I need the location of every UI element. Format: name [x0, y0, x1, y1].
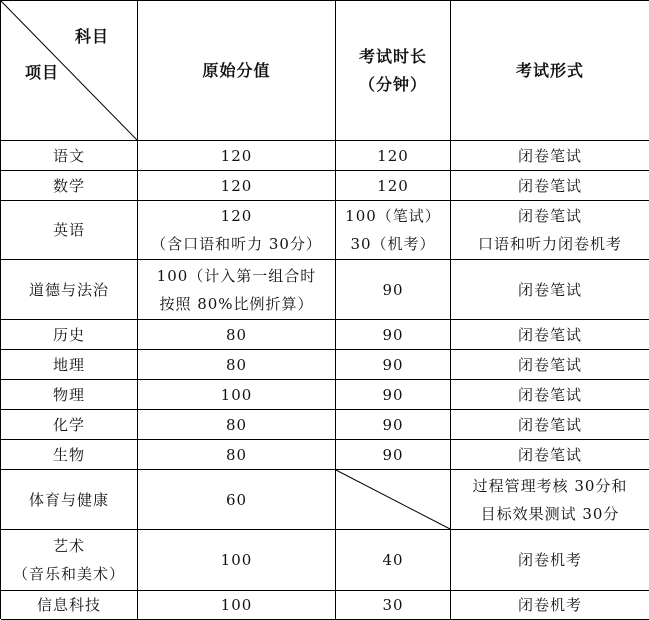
format-cell [451, 201, 649, 260]
score-cell [138, 410, 336, 440]
score-text: 60 [225, 490, 248, 509]
score-cell [138, 380, 336, 410]
header-duration-unit: （分钟） [358, 74, 427, 94]
duration-text: 30（机考） [350, 235, 436, 253]
duration-cell [336, 530, 451, 591]
header-format-cell [451, 1, 649, 141]
score-cell [138, 440, 336, 470]
score-cell [138, 320, 336, 350]
duration-text: 90 [382, 355, 404, 374]
format-text: 闭卷笔试 [517, 280, 582, 299]
duration-text: 30 [382, 596, 404, 614]
format-text: 闭卷笔试 [517, 445, 582, 464]
duration-text: 40 [382, 551, 404, 569]
format-text: 目标效果测试 30分 [480, 504, 620, 523]
score-text: 100（计入第一组合时 [156, 266, 317, 285]
duration-text: 90 [382, 385, 404, 404]
format-cell [451, 141, 649, 171]
subject-cell [1, 530, 138, 591]
duration-cell [336, 440, 451, 470]
duration-cell [336, 141, 451, 171]
score-text: 80 [225, 355, 248, 374]
format-cell [451, 470, 649, 530]
format-text: 闭卷笔试 [517, 415, 582, 434]
duration-cell [336, 380, 451, 410]
format-text: 闭卷笔试 [517, 325, 582, 344]
format-cell [451, 440, 649, 470]
subject-cell [1, 201, 138, 260]
format-text: 闭卷机考 [517, 551, 582, 569]
header-score-label: 原始分值 [202, 60, 271, 80]
duration-cell [336, 320, 451, 350]
subject-cell [1, 440, 138, 470]
format-text: 闭卷机考 [517, 596, 582, 614]
score-text: 100 [220, 596, 253, 614]
score-text: （含口语和听力 30分） [151, 235, 322, 253]
subject-cell [1, 470, 138, 530]
header-corner-cell [1, 1, 138, 141]
score-cell [138, 171, 336, 201]
score-text: 120 [220, 176, 253, 195]
header-duration-cell [336, 1, 451, 141]
subject-text: 艺术 [52, 537, 85, 555]
subject-text: 生物 [52, 445, 85, 464]
duration-cell [336, 171, 451, 201]
duration-text: 100（笔试） [345, 207, 441, 225]
format-text: 闭卷笔试 [517, 176, 582, 195]
duration-cell [336, 470, 451, 530]
format-text: 闭卷笔试 [517, 207, 582, 225]
subject-cell [1, 380, 138, 410]
subject-text: 数学 [52, 176, 85, 195]
subject-text: 地理 [52, 355, 85, 374]
duration-text: 90 [382, 280, 404, 299]
score-cell [138, 141, 336, 171]
duration-cell [336, 350, 451, 380]
subject-text: 物理 [52, 385, 85, 404]
format-cell [451, 410, 649, 440]
subject-text: 化学 [52, 415, 85, 434]
duration-text: 90 [382, 415, 404, 434]
duration-text: 90 [382, 445, 404, 464]
duration-cell [336, 201, 451, 260]
duration-text: 120 [377, 176, 409, 195]
header-duration-label: 考试时长 [358, 46, 427, 66]
header-item-label: 项目 [25, 63, 60, 82]
score-text: 120 [220, 207, 253, 225]
format-cell [451, 350, 649, 380]
header-diagonal-line [1, 1, 137, 140]
format-text: 闭卷笔试 [517, 146, 582, 165]
subject-text: 体育与健康 [28, 490, 109, 509]
score-cell [138, 470, 336, 530]
format-cell [451, 380, 649, 410]
score-text: 100 [220, 385, 253, 404]
subject-text: 道德与法治 [28, 280, 109, 299]
score-cell [138, 530, 336, 591]
subject-cell [1, 350, 138, 380]
duration-text: 120 [377, 146, 409, 165]
duration-cell [336, 591, 451, 620]
score-text: 120 [220, 146, 253, 165]
format-cell [451, 260, 649, 320]
format-text: 闭卷笔试 [517, 385, 582, 404]
format-cell [451, 171, 649, 201]
format-cell [451, 591, 649, 620]
subject-cell [1, 410, 138, 440]
subject-cell [1, 591, 138, 620]
score-cell [138, 591, 336, 620]
header-format-label: 考试形式 [515, 60, 584, 80]
header-subject-label: 科目 [74, 27, 109, 46]
score-cell [138, 201, 336, 260]
format-cell [451, 530, 649, 591]
format-text: 闭卷笔试 [517, 355, 582, 374]
score-cell [138, 260, 336, 320]
header-score-cell [138, 1, 336, 141]
subject-text: 英语 [52, 221, 85, 239]
duration-cell [336, 410, 451, 440]
subject-text: 语文 [52, 146, 85, 165]
score-text: 按照 80%比例折算） [159, 294, 314, 313]
subject-cell [1, 260, 138, 320]
format-cell [451, 320, 649, 350]
subject-cell [1, 171, 138, 201]
subject-text: （音乐和美术） [12, 565, 125, 583]
subject-text: 信息科技 [36, 596, 101, 614]
score-text: 80 [225, 415, 248, 434]
duration-text: 90 [382, 325, 404, 344]
score-text: 80 [225, 325, 248, 344]
score-cell [138, 350, 336, 380]
subject-cell [1, 141, 138, 171]
format-text: 过程管理考核 30分和 [472, 476, 628, 495]
score-text: 80 [225, 445, 248, 464]
score-text: 100 [220, 551, 253, 569]
empty-cell-diagonal [336, 470, 450, 529]
subject-cell [1, 320, 138, 350]
format-text: 口语和听力闭卷机考 [477, 235, 622, 253]
subject-text: 历史 [52, 325, 85, 344]
duration-cell [336, 260, 451, 320]
